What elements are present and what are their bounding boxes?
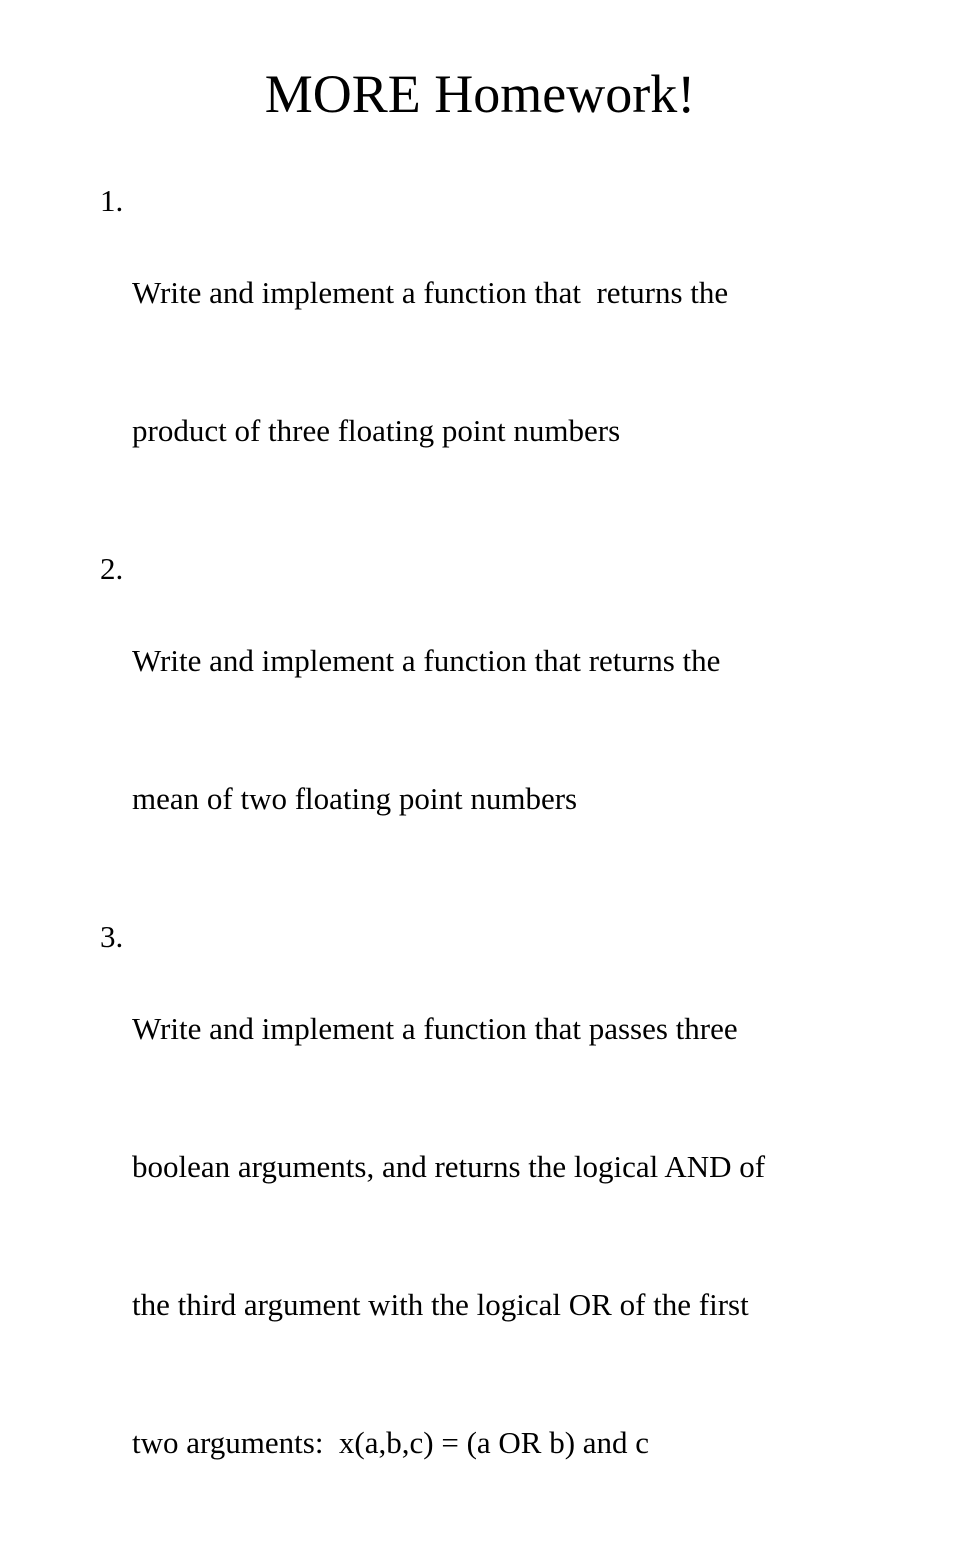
item-number: 3. (100, 919, 124, 954)
item-line: Write and implement a function that returns the (132, 643, 721, 678)
list-item (100, 546, 900, 914)
item-line: boolean arguments, and returns the logical AND of (132, 1149, 766, 1184)
item-line: the third argument with the logical OR of the first (132, 1287, 749, 1322)
item-text (132, 178, 900, 546)
item-number: 1. (100, 183, 124, 218)
list-item (100, 178, 900, 546)
slide-title: MORE Homework! (264, 64, 696, 124)
item-text (132, 546, 900, 914)
item-line: product of three floating point numbers (132, 413, 621, 448)
item-number: 2. (100, 551, 124, 586)
item-text (132, 914, 900, 1558)
item-line: Write and implement a function that returns the (132, 275, 729, 310)
list-item (100, 914, 900, 1558)
item-line: Write and implement a function that passes three (132, 1011, 738, 1046)
item-line: mean of two floating point numbers (132, 781, 578, 816)
homework-list (100, 178, 900, 1558)
item-line: two arguments: x(a,b,c) = (a OR b) and c (132, 1425, 650, 1460)
